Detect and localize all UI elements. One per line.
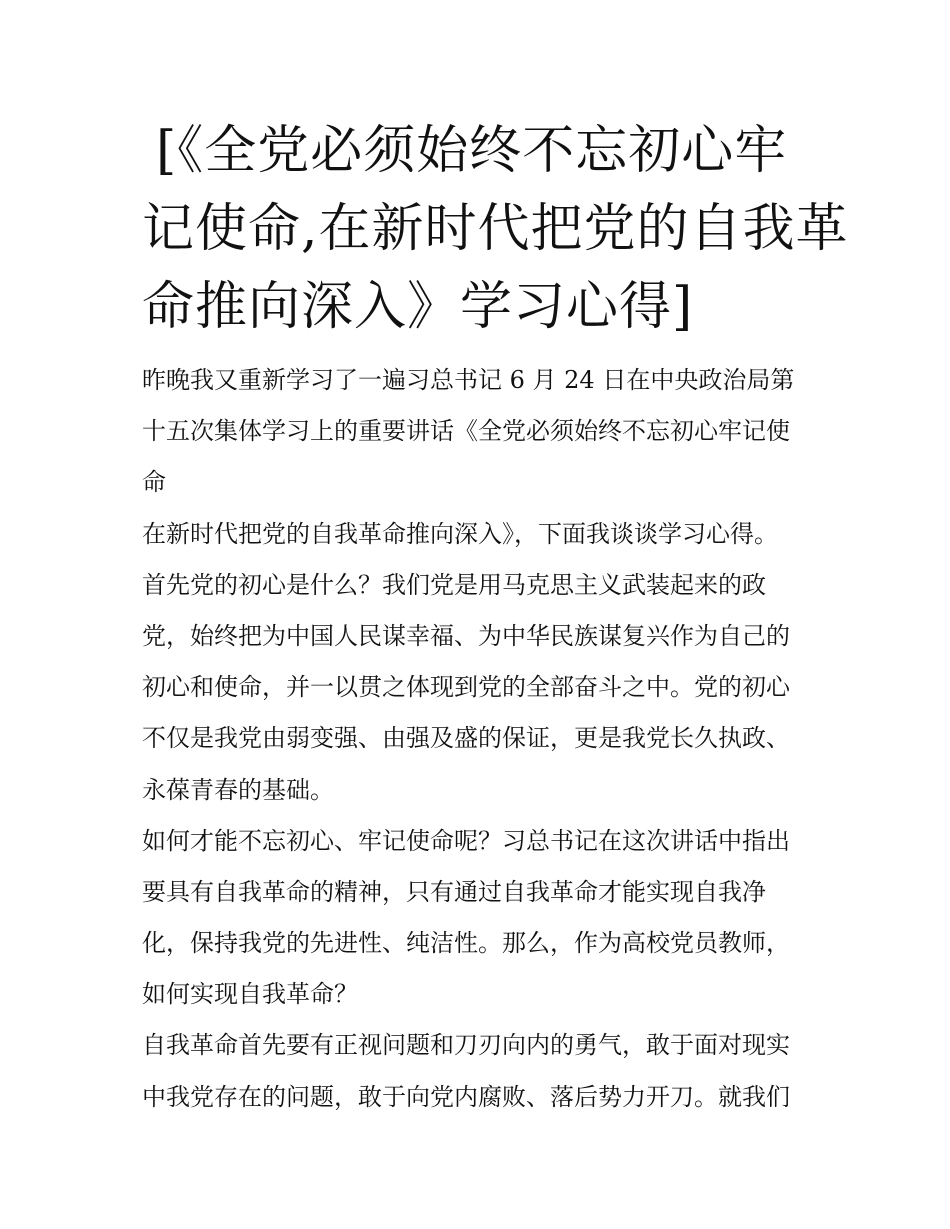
body-line: 首先党的初心是什么？我们党是用马克思主义武装起来的政 xyxy=(142,570,766,599)
body-line: 命 xyxy=(142,468,166,497)
body-line: 永葆青春的基础。 xyxy=(142,775,334,804)
title-line: 记使命,在新时代把党的自我革 xyxy=(142,199,849,259)
body-line: 昨晚我又重新学习了一遍习总书记 6 月 24 日在中央政治局第 xyxy=(142,366,795,394)
body-line: 初心和使命，并一以贯之体现到党的全部奋斗之中。党的初心 xyxy=(142,673,790,702)
title-line: [《全党必须始终不忘初心牢 xyxy=(156,121,788,181)
body-line: 化，保持我党的先进性、纯洁性。那么，作为高校党员教师， xyxy=(142,929,790,958)
document-title xyxy=(142,112,849,346)
body-line: 不仅是我党由弱变强、由强及盛的保证，更是我党长久执政、 xyxy=(142,724,790,753)
body-line: 中我党存在的问题，敢于向党内腐败、落后势力开刀。就我们 xyxy=(142,1082,790,1111)
body-line: 自我革命首先要有正视问题和刀刃向内的勇气，敢于面对现实 xyxy=(142,1031,790,1060)
document-body xyxy=(142,355,822,1123)
body-line: 在新时代把党的自我革命推向深入》，下面我谈谈学习心得。 xyxy=(142,519,778,548)
body-line: 如何实现自我革命？ xyxy=(142,980,358,1009)
title-line: 命推向深入》学习心得] xyxy=(142,277,694,337)
body-line: 党，始终把为中国人民谋幸福、为中华民族谋复兴作为自己的 xyxy=(142,621,790,650)
body-line: 要具有自我革命的精神，只有通过自我革命才能实现自我净 xyxy=(142,877,766,906)
body-line: 如何才能不忘初心、牢记使命呢？习总书记在这次讲话中指出 xyxy=(142,826,790,855)
body-line: 十五次集体学习上的重要讲话《全党必须始终不忘初心牢记使 xyxy=(142,417,790,446)
